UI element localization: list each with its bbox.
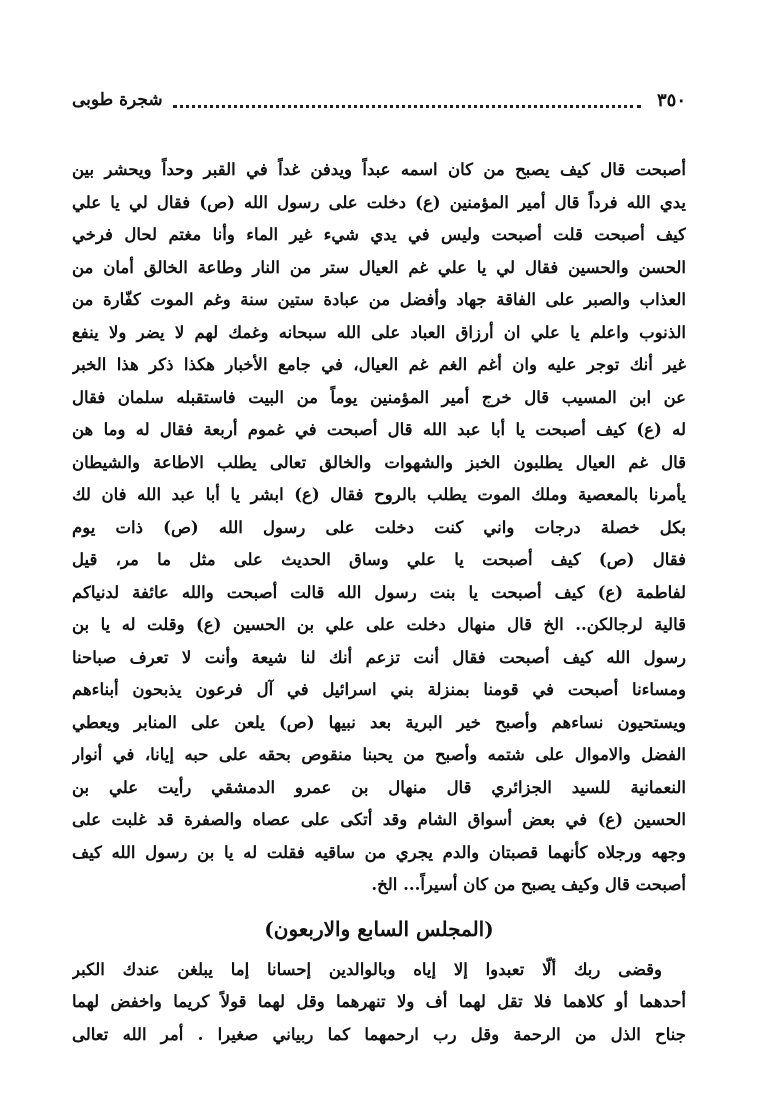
- text-line: الحسين (ع) في بعض أسواق الشام وقد أتكى على عصاه والصفرة قد غلبت على: [72, 810, 686, 829]
- text-line: قال غم العيال يطلبون الخبز والشهوات والخالق تعالى يطلب الاطاعة والشيطان: [72, 452, 686, 472]
- text-line: يأمرنا بالمعصية وملك الموت يطلب بالروح فقال (ع) ابشر يا أبا عبد الله فان لك: [72, 485, 686, 504]
- text-line: بكل خصلة درجات واني كنت دخلت على رسول الله (ص) ذات يوم: [72, 517, 686, 537]
- text-line: قالية لرجالكن.. الخ قال منهال دخلت على علي بن الحسين (ع) وقلت له يا بن: [72, 615, 686, 634]
- text-line: له (ع) كيف أصبحت يا أبا عبد الله قال أصبحت في غموم أربعة فقال له وما هن: [72, 420, 686, 439]
- verse-text: [72, 954, 686, 1052]
- text-line: ويستحيون نساءهم وأصبح خير البرية بعد نبيها (ص) يلعن على المنابر ويعطي: [72, 712, 686, 732]
- verse-line: وقضى ربك ألّا تعبدوا إلا إياه وبالوالدين إحسانا إما يبلغن عندك الكبر: [72, 959, 662, 979]
- verse-line: أحدهما أو كلاهما فلا تقل لهما أف ولا تنهرهما وقل لهما قولاً كريما واخفض لهما: [72, 992, 686, 1011]
- body-text: [72, 154, 686, 902]
- text-line: وجهه ورجلاه كأنهما قصبتان والدم يجري من ساقيه فقلت له يا بن رسول الله كيف: [72, 842, 686, 862]
- text-line: العذاب والصبر على الفاقة جهاد وأفضل من عبادة ستين سنة وغم الموت كفّارة من: [72, 290, 686, 309]
- text-line: أصبحت قال وكيف يصبح من كان أسيراً... الخ.: [371, 875, 686, 894]
- text-line: أصبحت قال كيف يصبح من كان اسمه عبداً ويدفن غداً في القبر وحداً ويحشر بين: [72, 160, 686, 179]
- header-dotted-leader: [173, 93, 641, 108]
- text-line: يدي الله فرداً قال أمير المؤمنين (ع) دخلت على رسول الله (ص) فقال لي يا علي: [72, 192, 686, 212]
- text-line: رسول الله كيف أصبحت فقال أنت تزعم أنك لنا شيعة وأنت لا تعرف صباحنا: [72, 647, 686, 667]
- page-number: ٣٥٠: [656, 89, 686, 111]
- page-header: [72, 80, 686, 120]
- text-line: ومساءنا أصبحت في قومنا بمنزلة بني اسرائيل في آل فرعون يذبحون أبناءهم: [72, 680, 686, 699]
- text-line: الفضل والاموال على شتمه وأصبح من يحبنا منقوص بحقه على حبه إيانا، في أنوار: [72, 745, 686, 764]
- text-line: عن ابن المسيب قال خرج أمير المؤمنين يوماً من البيت فاستقبله سلمان فقال: [72, 387, 686, 407]
- text-line: كيف أصبحت قلت أصبحت وليس في يدي شيء غير الماء وأنا مغتم لحال فرخي: [72, 225, 686, 244]
- text-line: غير أنك توجر عليه وان أغم الغم غم العيال، في جامع الأخبار هكذا ذكر هذا الخبر: [72, 355, 686, 374]
- text-line: لفاطمة (ع) كيف أصبحت يا بنت رسول الله قالت أصبحت والله عائفة لدنياكم: [72, 582, 686, 602]
- section-title: (المجلس السابع والاربعون): [264, 916, 494, 941]
- text-line: النعمانية للسيد الجزائري قال منهال بن عمرو الدمشقي رأيت علي بن: [72, 777, 686, 797]
- text-line: الذنوب واعلم يا علي ان أرزاق العباد على الله سبحانه وغمك لهم لا يضر ولا ينفع: [72, 322, 686, 342]
- book-title: شجرة طوبى: [72, 90, 163, 110]
- book-page: [72, 80, 686, 1051]
- verse-line: جناح الذل من الرحمة وقل رب ارحمهما كما ربياني صغيرا . أمر الله تعالى: [72, 1024, 686, 1044]
- text-line: فقال (ص) كيف أصبحت يا علي وساق الحديث على مثل ما مر، قيل: [72, 550, 686, 569]
- text-line: الحسن والحسين فقال لي يا علي غم العيال ستر من النار وطاعة الخالق أمان من: [72, 257, 686, 277]
